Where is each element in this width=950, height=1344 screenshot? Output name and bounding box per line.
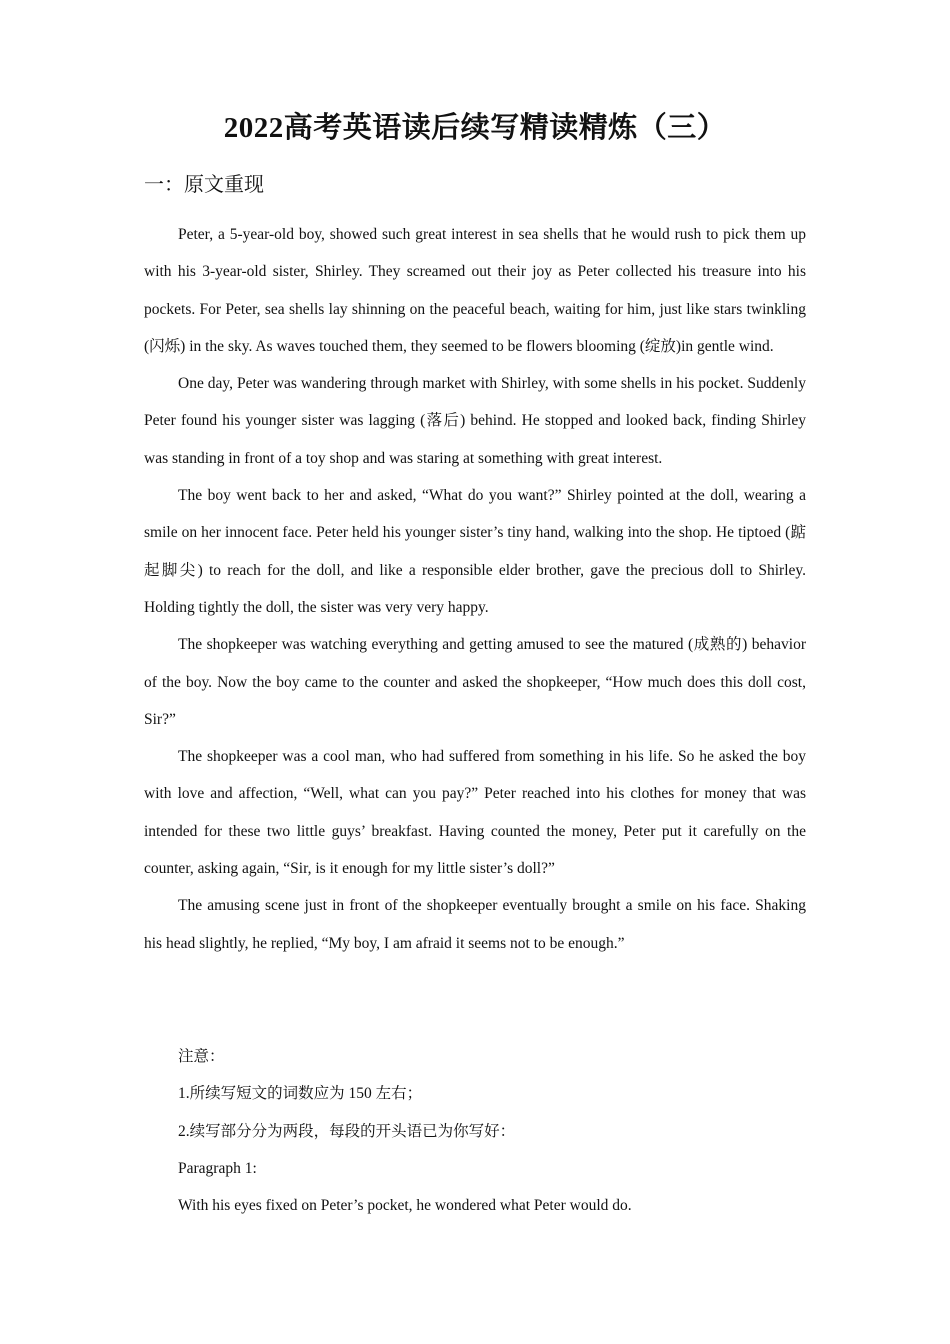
story-text: [144, 216, 806, 962]
notes-item-word-count: 1.所续写短文的词数应为 150 左右；: [178, 1085, 423, 1103]
notes-label: 注意：: [178, 1048, 225, 1065]
story-paragraph: The shopkeeper was watching everything and getting amused to see the matured (成熟的) behavior of the boy. Now the boy came to the counter and asked the shopkeeper, “How much does this doll cost, Sir?”: [144, 636, 806, 728]
story-paragraph: The boy went back to her and asked, “What do you want?” Shirley pointed at the doll, wearing a smile on her innocent face. Peter held his younger sister’s tiny hand, walking into the shop. He tiptoed (踮起脚尖) to reach for the doll, and like a responsible elder brother, gave the precious doll to Shirley. Holding tightly the doll, the sister was very very happy.: [144, 487, 806, 616]
document-title: 2022高考英语读后续写精读精炼（三）: [223, 112, 727, 144]
paragraph1-opening: With his eyes fixed on Peter’s pocket, he wondered what Peter would do.: [178, 1197, 632, 1215]
story-paragraph: Peter, a 5-year-old boy, showed such great interest in sea shells that he would rush to pick them up with his 3-year-old sister, Shirley. They screamed out their joy as Peter collected his treasure into his pockets. For Peter, sea shells lay shinning on the peaceful beach, waiting for him, just like stars twinkling (闪烁) in the sky. As waves touched them, they seemed to be flowers blooming (绽放)in gentle wind.: [144, 226, 806, 355]
story-paragraph: One day, Peter was wandering through market with Shirley, with some shells in his pocket. Suddenly Peter found his younger sister was lagging (落后) behind. He stopped and looked back, finding Shirley was standing in front of a toy shop and was staring at something with great interest.: [144, 375, 806, 467]
notes-item-paragraphs: 2.续写部分分为两段，每段的开头语已为你写好：: [178, 1122, 516, 1140]
story-paragraph: The amusing scene just in front of the shopkeeper eventually brought a smile on his face. Shaking his head slightly, he replied, “My boy, I am afraid it seems not to be enough.”: [144, 897, 806, 952]
section-heading: 一：原文重现: [144, 174, 264, 196]
writing-instructions: [144, 1038, 806, 1224]
paragraph1-label: Paragraph 1:: [178, 1159, 257, 1177]
story-paragraph: The shopkeeper was a cool man, who had suffered from something in his life. So he asked the boy with love and affection, “Well, what can you pay?” Peter reached into his clothes for money that was intended for these two little guys’ breakfast. Having counted the money, Peter put it carefully on the counter, asking again, “Sir, is it enough for my little sister’s doll?”: [144, 748, 806, 878]
